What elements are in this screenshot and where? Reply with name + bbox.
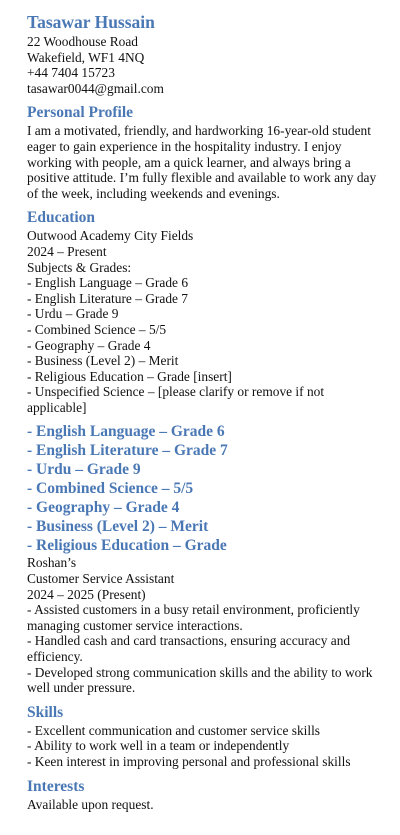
subject-item: - Unspecified Science – [please clarify or remove if not applicable] (27, 384, 325, 415)
job-dates: 2024 – 2025 (Present) (27, 586, 146, 602)
subject-item: - Urdu – Grade 9 (27, 306, 119, 322)
subject-item: - English Language – Grade 6 (27, 275, 189, 291)
highlighted-subject: - Business (Level 2) – Merit (27, 518, 209, 536)
employer-name: Roshan’s (27, 555, 77, 571)
subject-item: - Religious Education – Grade [insert] (27, 368, 232, 384)
personal-profile-text: I am a motivated, friendly, and hardworking 16-year-old student eager to gain experience in the hospitality industry. I enjoy working with people, am a quick learner, and always bring a positive attitude. I’m fully flexible and available to work any day of the week, including weekends and evenings. (27, 123, 377, 201)
education-heading: Education (27, 209, 96, 227)
subjects-label: Subjects & Grades: (27, 259, 132, 275)
phone-number: +44 7404 15723 (27, 65, 115, 81)
highlighted-subject: - English Language – Grade 6 (27, 423, 225, 441)
experience-bullet: - Handled cash and card transactions, ensuring accuracy and efficiency. (27, 633, 351, 665)
experience-bullet: - Developed strong communication skills and the ability to work well under pressure. (27, 664, 373, 696)
skills-heading: Skills (27, 703, 64, 721)
highlighted-subject: - Combined Science – 5/5 (27, 480, 194, 498)
subject-item: - English Literature – Grade 7 (27, 290, 189, 306)
interests-text: Available upon request. (27, 796, 154, 812)
highlighted-subject: - Religious Education – Grade (27, 537, 227, 555)
experience-bullet: - Assisted customers in a busy retail environment, proficiently managing customer service interactions. (27, 602, 360, 633)
school-name: Outwood Academy City Fields (27, 228, 194, 244)
personal-profile-heading: Personal Profile (27, 104, 134, 122)
interests-heading: Interests (27, 777, 85, 795)
skill-item: - Ability to work well in a team or independently (27, 738, 290, 754)
candidate-name: Tasawar Hussain (27, 12, 155, 32)
email-address: tasawar0044@gmail.com (27, 80, 164, 96)
skill-item: - Excellent communication and customer service skills (27, 722, 321, 738)
skill-item: - Keen interest in improving personal and professional skills (27, 754, 351, 769)
address-line-2: Wakefield, WF1 4NQ (27, 49, 145, 65)
highlighted-subject: - English Literature – Grade 7 (27, 442, 228, 460)
subject-item: - Business (Level 2) – Merit (27, 353, 179, 369)
subject-item: - Combined Science – 5/5 (27, 321, 167, 337)
job-role: Customer Service Assistant (27, 571, 175, 587)
highlighted-subject: - Geography – Grade 4 (27, 499, 180, 517)
highlighted-subject: - Urdu – Grade 9 (27, 461, 141, 479)
address-line-1: 22 Woodhouse Road (27, 34, 139, 49)
education-dates: 2024 – Present (27, 243, 107, 259)
subject-item: - Geography – Grade 4 (27, 337, 151, 353)
